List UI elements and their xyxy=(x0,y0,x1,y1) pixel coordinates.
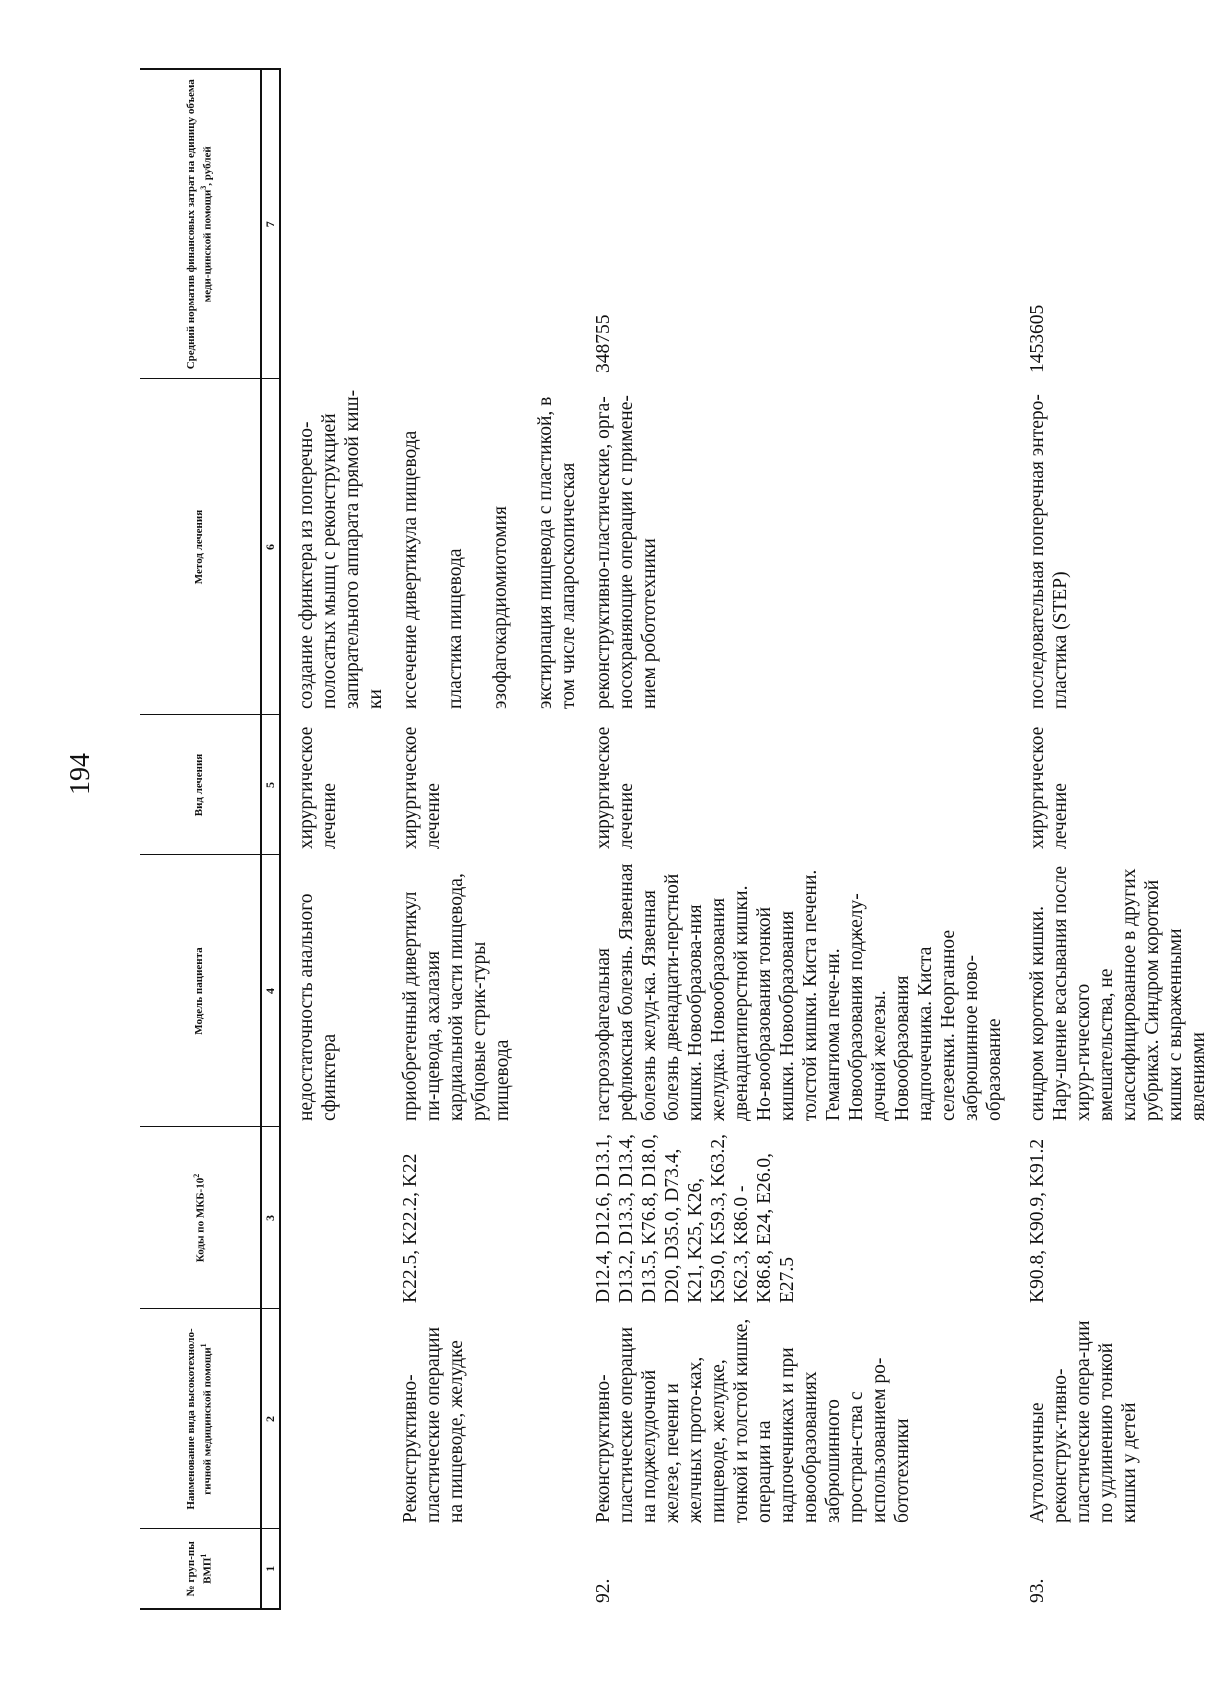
name-cell xyxy=(280,1309,395,1529)
group-cell: 92. xyxy=(593,1578,614,1603)
col-number: 1 xyxy=(261,1529,280,1609)
vmp-table xyxy=(140,68,1218,1610)
header-row xyxy=(140,69,261,1609)
method-item: эзофагокардиомиотомия xyxy=(490,506,511,709)
table-row xyxy=(280,69,395,1609)
table-row xyxy=(588,69,1014,1609)
col-header-treatment: Вид лечения xyxy=(140,715,261,855)
name-cell: Реконструктивно-пластические операции на пищеводе, желудке xyxy=(400,1326,467,1523)
cost-cell xyxy=(280,69,395,379)
treatment-cell: хирургическое лечение xyxy=(296,726,340,849)
name-cell: Аутологичные реконструк-тивно-пластические опера-ции по удлинению тонкой кишки у детей xyxy=(1027,1320,1140,1523)
model-cell: гастроэзофагеальная рефлюксная болезнь. Язвенная болезнь желуд-ка. Язвенная болезнь двенадцати-перстной кишки. Новообразова-ния желудка. Новообразования двенадцатиперстной кишки. Но-вообразования тонкой кишки. Новообразования толстой кишки. Киста печени. Гемангиома пече-ни. Новообразования поджелу-дочной железы. Новообразования надпочечника. Киста селезенки. Неорганное забрюшинное ново-образование xyxy=(593,863,1005,1121)
col-number: 6 xyxy=(261,379,280,715)
group-cell xyxy=(280,1529,395,1609)
cost-cell: 1453605 xyxy=(1027,304,1048,373)
method-cell xyxy=(395,379,588,715)
method-cell xyxy=(280,379,395,715)
page-number: 194 xyxy=(65,753,96,795)
col-number: 3 xyxy=(261,1127,280,1309)
col-header-group: № груп-пы ВМП$^1$ xyxy=(140,1529,261,1609)
col-number: 2 xyxy=(261,1309,280,1529)
group-cell: 93. xyxy=(1027,1578,1048,1603)
codes-cell: K22.5, K22.2, K22 xyxy=(400,1153,421,1303)
table-row xyxy=(1014,69,1218,1609)
cost-cell: 348755 xyxy=(593,314,614,373)
name-cell: Реконструктивно-пластические операции на поджелудочной железе, печени и желчных прото-ках, пищеводе, желудке, тонкой и толстой кишке, операции на надпочечниках и при новообразованиях забрюшинного простран-ства с использованием ро-бототехники xyxy=(593,1318,913,1523)
method-item: экстирпация пищевода с пластикой, в том числе лапароскопическая xyxy=(535,396,579,709)
codes-cell: D12.4, D12.6, D13.1, D13.2, D13.3, D13.4, D13.5, K76.8, D18.0, D20, D35.0, D73.4, K21, K25, K26, K59.0, K59.3, K63.2, K62.3, K86.0 - K86.8, E24, E26.0, E27.5 xyxy=(593,1134,798,1303)
treatment-cell: хирургическое лечение xyxy=(593,726,637,849)
model-cell: недостаточность анального сфинктера xyxy=(296,893,340,1121)
model-cell: приобретенный дивертикул пи-щевода, ахалазия кардиальной части пищевода, рубцовые стрик-туры пищевода xyxy=(400,873,513,1121)
col-header-name: Наименование вида высокотехноло-гичной медицинской помощи$^1$ xyxy=(140,1309,261,1529)
cost-cell xyxy=(395,69,588,379)
codes-cell xyxy=(280,1127,395,1309)
method-item: иссечение дивертикула пищевода xyxy=(400,430,421,709)
method-cell xyxy=(1014,379,1218,715)
treatment-cell: хирургическое лечение xyxy=(400,726,444,849)
col-header-cost: Средний норматив финансовых затрат на единицу объема меди-цинской помощи$^3$, рублей xyxy=(140,69,261,379)
method-item: пластика пищевода xyxy=(445,548,466,709)
col-header-codes: Коды по МКБ-$10^2$ xyxy=(140,1127,261,1309)
method-item: последовательная поперечная энтеро-пластика (STEP) xyxy=(1027,394,1071,709)
col-number: 5 xyxy=(261,715,280,855)
model-cell: синдром короткой кишки. Нару-шение всасывания после хирур-гического вмешательства, не классифицированное в других рубриках. Синдром короткой кишки с выраженными явлениями xyxy=(1027,866,1209,1121)
column-number-row xyxy=(261,69,280,1609)
method-item: создание сфинктера из поперечно-полосатых мышц с реконструкцией запирательного аппарата прямой киш-ки xyxy=(296,389,386,709)
col-number: 4 xyxy=(261,855,280,1127)
group-cell xyxy=(395,1529,588,1609)
col-header-model: Модель пациента xyxy=(140,855,261,1127)
codes-cell: K90.8, K90.9, K91.2 xyxy=(1027,1138,1048,1303)
method-item: реконструктивно-пластические, орга-носохраняющие операции с примене-нием робототехники xyxy=(593,395,660,709)
treatment-cell: хирургическое лечение xyxy=(1027,726,1071,849)
rotated-table-wrapper xyxy=(140,70,1209,1610)
col-number: 7 xyxy=(261,69,280,379)
table-row xyxy=(395,69,588,1609)
col-header-method: Метод лечения xyxy=(140,379,261,715)
method-cell xyxy=(588,379,1014,715)
